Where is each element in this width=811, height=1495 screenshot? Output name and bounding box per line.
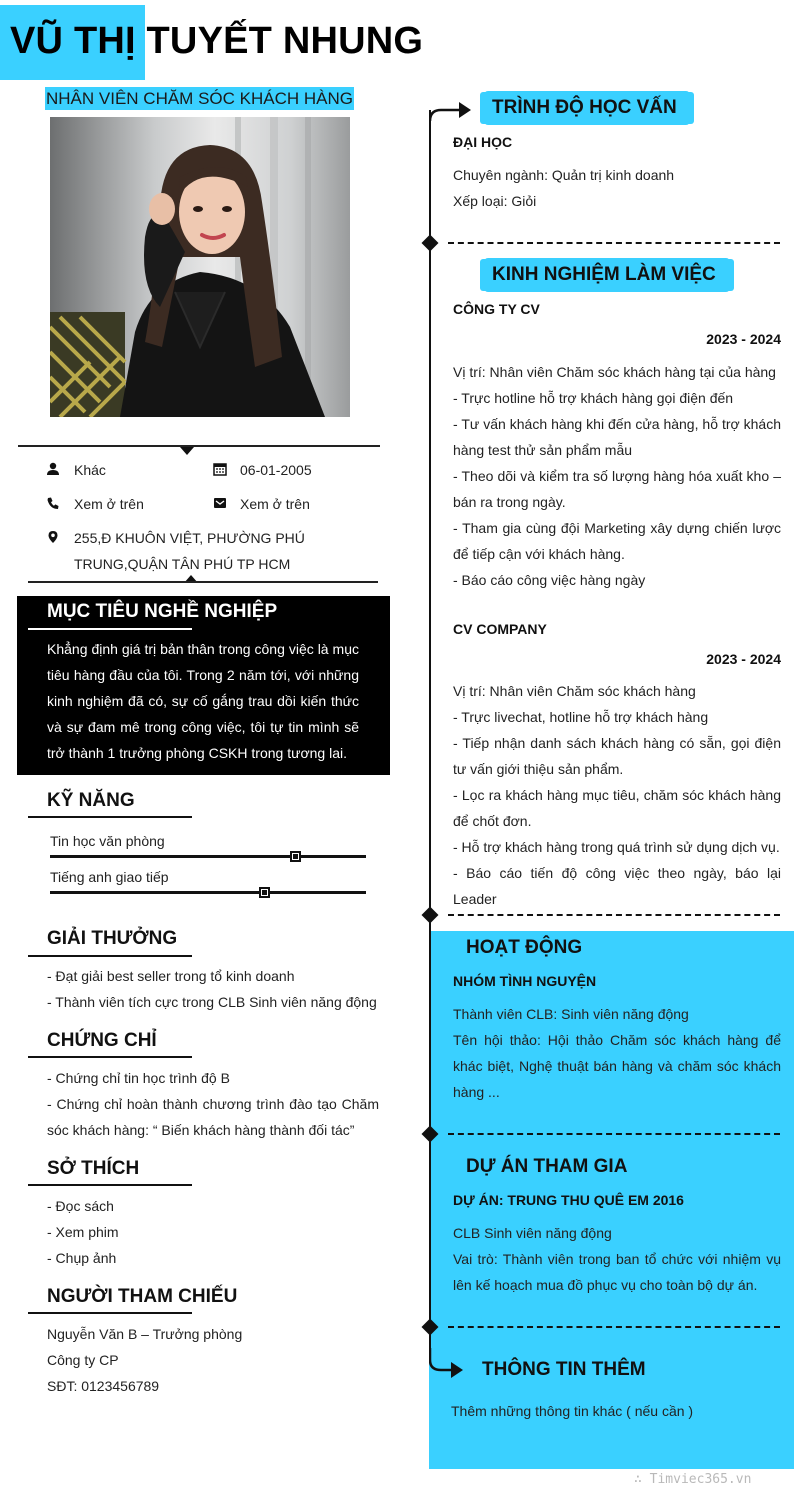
- skill-track: [50, 855, 366, 858]
- activities-role: Thành viên CLB: Sinh viên năng động: [453, 1006, 689, 1022]
- activities-detail: Tên hội thảo: Hội thảo Chăm sóc khách hàng để khác biệt, Nghệ thuật bán hàng và chăm sóc khách hàng ...: [453, 1032, 781, 1100]
- education-title: TRÌNH ĐỘ HỌC VẤN: [492, 97, 677, 118]
- email-icon: [213, 496, 227, 510]
- career-goal-title: MỤC TIÊU NGHỀ NGHIỆP: [47, 601, 278, 622]
- references-title: NGƯỜI THAM CHIẾU: [47, 1286, 238, 1307]
- skill-level-marker: [290, 851, 301, 862]
- skill-level-marker: [259, 887, 270, 898]
- phone-icon: [46, 496, 60, 510]
- job-duty: - Trực livechat, hotline hỗ trợ khách hàng: [453, 709, 709, 725]
- job-position: Vị trí: Nhân viên Chăm sóc khách hàng: [453, 683, 696, 699]
- skills-underline: [28, 816, 192, 818]
- skills-title: KỸ NĂNG: [47, 790, 135, 811]
- award-item: - Thành viên tích cực trong CLB Sinh viên năng động: [47, 994, 377, 1010]
- timeline-arrow-icon: [429, 98, 473, 122]
- job-period: 2023 - 2024: [706, 331, 781, 347]
- section-divider: [448, 1326, 780, 1328]
- extra-info-text: Thêm những thông tin khác ( nếu cần ): [451, 1403, 694, 1419]
- projects-title: DỰ ÁN THAM GIA: [466, 1156, 628, 1177]
- hobby-item: - Xem phim: [47, 1224, 119, 1240]
- skill-label: Tiếng anh giao tiếp: [50, 869, 169, 885]
- timeline-node: [422, 907, 439, 924]
- job-duty: - Trực hotline hỗ trợ khách hàng gọi điện đến: [453, 390, 734, 406]
- birthday-value: 06-01-2005: [240, 462, 312, 478]
- skill-label: Tin học văn phòng: [50, 833, 165, 849]
- section-divider: [448, 1133, 780, 1135]
- job-duty: - Tiếp nhận danh sách khách hàng có sẵn, gọi điện tư vấn giới thiệu sản phẩm.: [453, 735, 781, 777]
- education-major: Chuyên ngành: Quản trị kinh doanh: [453, 167, 675, 183]
- job-title: NHÂN VIÊN CHĂM SÓC KHÁCH HÀNG: [46, 89, 353, 108]
- address-line-1: 255,Đ KHUÔN VIỆT, PHƯỜNG PHÚ: [74, 530, 305, 546]
- user-icon: [46, 462, 60, 476]
- job-company: CÔNG TY CV: [453, 301, 540, 317]
- hobbies-underline: [28, 1184, 192, 1186]
- job-period: 2023 - 2024: [706, 651, 781, 667]
- info-top-divider: [18, 445, 380, 447]
- job-duty: - Theo dõi và kiểm tra số lượng hàng hóa xuất kho – bán ra trong ngày.: [453, 468, 781, 510]
- timeline-arrow-icon: [429, 1348, 465, 1382]
- reference-line: SĐT: 0123456789: [47, 1378, 160, 1394]
- awards-underline: [28, 955, 192, 957]
- certificate-item: - Chứng chỉ tin học trình độ B: [47, 1070, 230, 1086]
- location-pin-icon: [46, 530, 60, 544]
- reference-line: Công ty CP: [47, 1352, 119, 1368]
- certificates-title: CHỨNG CHỈ: [47, 1030, 157, 1051]
- extra-info-title: THÔNG TIN THÊM: [482, 1359, 646, 1380]
- gender-value: Khác: [74, 462, 106, 478]
- hobby-item: - Chụp ảnh: [47, 1250, 117, 1266]
- section-divider: [448, 914, 780, 916]
- full-name: VŨ THỊ TUYẾT NHUNG: [10, 20, 424, 62]
- skill-track: [50, 891, 366, 894]
- profile-photo: [50, 117, 350, 417]
- education-school: ĐẠI HỌC: [453, 134, 513, 150]
- info-bottom-divider: [28, 581, 378, 583]
- phone-value: Xem ở trên: [74, 496, 144, 512]
- job-duty: - Báo cáo tiến độ công việc theo ngày, báo lại Leader: [453, 865, 781, 907]
- address-line-2: TRUNG,QUẬN TÂN PHÚ TP HCM: [74, 556, 291, 572]
- certificates-underline: [28, 1056, 192, 1058]
- reference-line: Nguyễn Văn B – Trưởng phòng: [47, 1326, 243, 1342]
- project-role: Vai trò: Thành viên trong ban tổ chức với nhiệm vụ lên kế hoạch mua đồ phục vụ cho toàn bộ dự án.: [453, 1251, 781, 1293]
- job-position: Vị trí: Nhân viên Chăm sóc khách hàng tại của hàng: [453, 364, 776, 380]
- awards-title: GIẢI THƯỞNG: [47, 928, 178, 949]
- divider-arrow-down: [180, 447, 194, 455]
- hobbies-title: SỞ THÍCH: [47, 1158, 140, 1179]
- references-underline: [28, 1312, 192, 1314]
- project-org: CLB Sinh viên năng động: [453, 1225, 612, 1241]
- experience-title: KINH NGHIỆM LÀM VIỆC: [492, 264, 716, 285]
- watermark: ∴ Timviec365.vn: [634, 1472, 752, 1487]
- hobby-item: - Đọc sách: [47, 1198, 114, 1214]
- career-goal-text: Khẳng định giá trị bản thân trong công việc là mục tiêu hàng đầu của tôi. Trong 2 năm tới, với những kinh nghiệm đã có, sự cố gắng trau dồi kiến thức và sự đam mê trong công việc, tôi tự tin mình sẽ trở thành 1 trưởng phòng CSKH trong tương lai.: [47, 641, 359, 761]
- calendar-icon: [213, 462, 227, 476]
- activities-title: HOẠT ĐỘNG: [466, 937, 583, 958]
- job-duty: - Hỗ trợ khách hàng trong quá trình sử dụng dịch vụ.: [453, 839, 780, 855]
- email-value: Xem ở trên: [240, 496, 310, 512]
- job-duty: - Báo cáo công việc hàng ngày: [453, 572, 646, 588]
- certificate-item: - Chứng chỉ hoàn thành chương trình đào tạo Chăm sóc khách hàng: “ Biến khách hàng thành đối tác”: [47, 1096, 379, 1138]
- award-item: - Đạt giải best seller trong tổ kinh doanh: [47, 968, 295, 984]
- job-duty: - Tư vấn khách hàng khi đến cửa hàng, hỗ trợ khách hàng test thử sản phẩm mẫu: [453, 416, 781, 458]
- section-divider: [448, 242, 780, 244]
- job-duty: - Tham gia cùng đội Marketing xây dựng chiến lược để tiếp cận với khách hàng.: [453, 520, 781, 562]
- job-duty: - Lọc ra khách hàng mục tiêu, chăm sóc khách hàng để chốt đơn.: [453, 787, 781, 829]
- project-name: DỰ ÁN: TRUNG THU QUÊ EM 2016: [453, 1192, 684, 1208]
- job-company: CV COMPANY: [453, 621, 547, 637]
- career-goal-underline: [28, 628, 192, 630]
- timeline-node: [422, 235, 439, 252]
- timeline-line: [429, 110, 431, 1360]
- education-grade: Xếp loại: Giỏi: [453, 193, 537, 209]
- activities-group: NHÓM TÌNH NGUYỆN: [453, 973, 597, 989]
